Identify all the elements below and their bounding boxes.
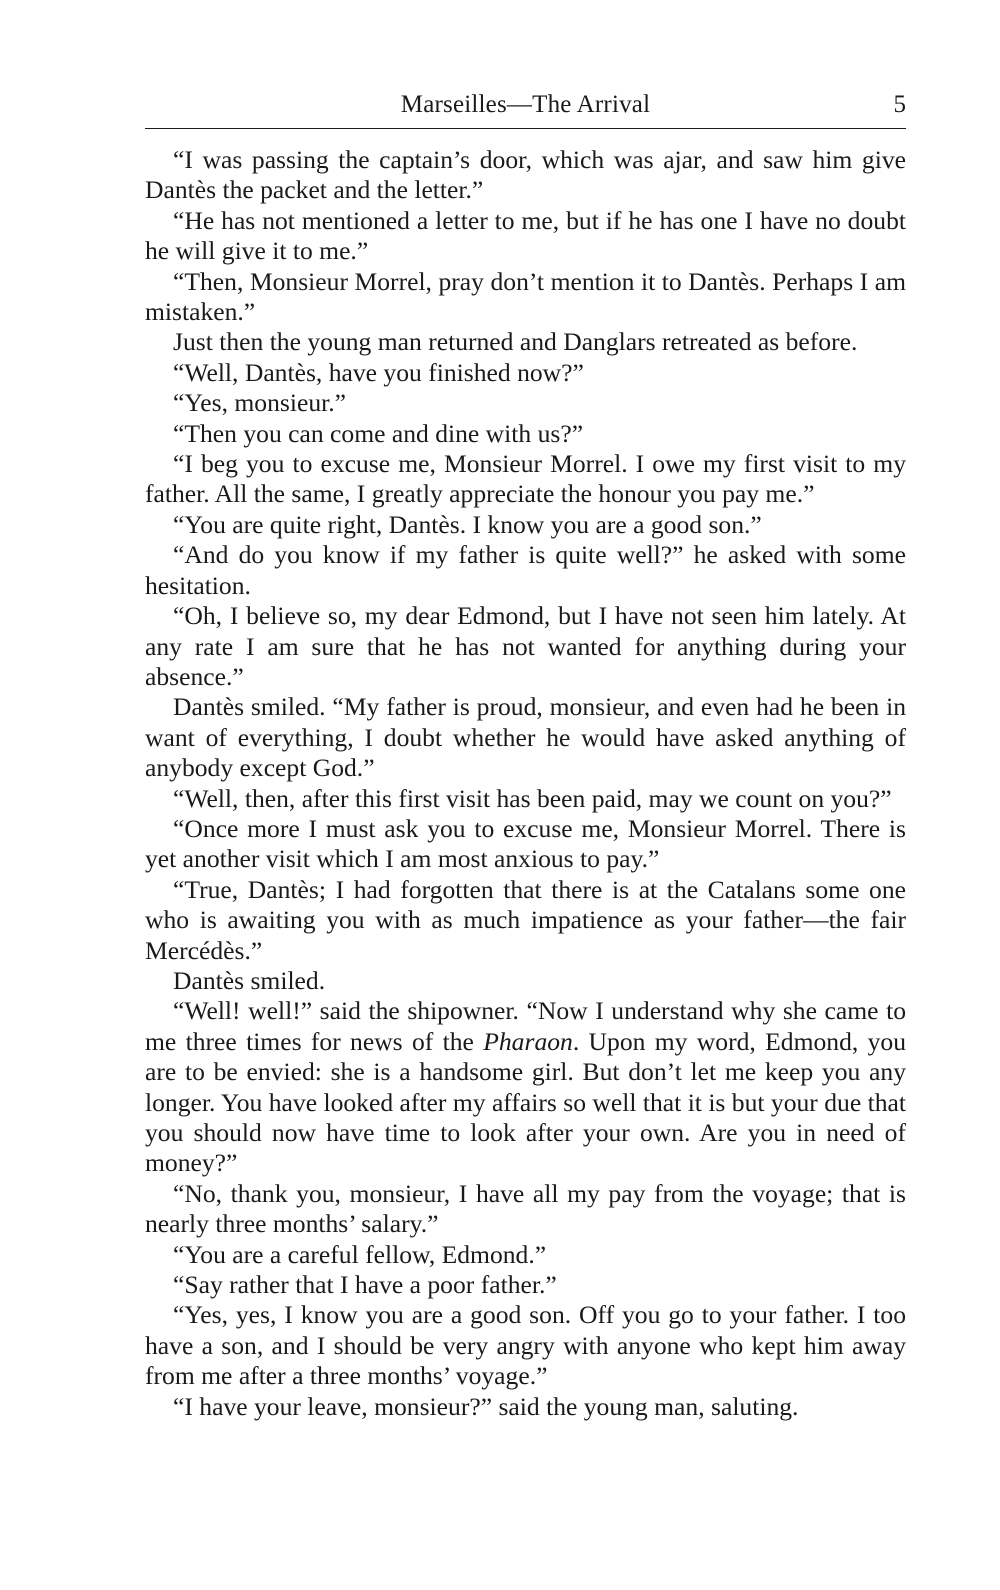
- paragraph: “Well, Dantès, have you finished now?”: [173, 357, 584, 387]
- paragraph: “You are a careful fellow, Edmond.”: [173, 1239, 547, 1269]
- paragraph: “Once more I must ask you to excuse me, Monsieur Morrel. There is yet another visit which I am most anxious to pay.”: [145, 813, 906, 874]
- running-head: [145, 88, 906, 129]
- paragraph: “Yes, yes, I know you are a good son. Off you go to your father. I too have a son, and I should be very angry with anyone who kept him away from me after a three months’ voyage.”: [145, 1300, 906, 1391]
- paragraph: “I have your leave, monsieur?” said the young man, saluting.: [173, 1391, 799, 1421]
- ship-name-italic: Pharaon: [483, 1026, 573, 1056]
- paragraph: “Oh, I believe so, my dear Edmond, but I have not seen him lately. At any rate I am sure that he has not wanted for anything during your absence.”: [145, 601, 906, 691]
- paragraph: “He has not mentioned a letter to me, but if he has one I have no doubt he will give it to me.”: [145, 205, 906, 266]
- paragraph-text: . Upon my word, Edmond, you are to be envied: she is a handsome girl. But don’t let me keep you any longer. You have looked after my affairs so well that it is but your due that you should now have time to look after your own. Are you in need of money?”: [145, 1026, 906, 1178]
- paragraph: [145, 996, 906, 1178]
- paragraph-text: “Well! well!” said the shipowner. “Now I understand why she came to me three times for news of the: [145, 996, 906, 1056]
- running-title: Marseilles—The Arrival: [400, 91, 651, 118]
- paragraph: “Then you can come and dine with us?”: [173, 418, 584, 448]
- paragraph: “Yes, monsieur.”: [173, 388, 346, 418]
- paragraph: Dantès smiled.: [173, 965, 326, 995]
- paragraph: “I was passing the captain’s door, which was ajar, and saw him give Dantès the packet and the letter.”: [145, 145, 906, 205]
- paragraph: “You are quite right, Dantès. I know you are a good son.”: [173, 509, 762, 539]
- paragraph: Dantès smiled. “My father is proud, monsieur, and even had he been in want of everything, I doubt whether he would have asked anything of anybody except God.”: [145, 692, 906, 783]
- paragraph: “Well, then, after this first visit has been paid, may we count on you?”: [173, 783, 892, 813]
- page-number: 5: [893, 91, 906, 118]
- paragraph: Just then the young man returned and Danglars retreated as before.: [173, 327, 858, 357]
- paragraph: “True, Dantès; I had forgotten that there is at the Catalans some one who is awaiting you with as much impatience as your father—the fair Mercédès.”: [145, 874, 906, 965]
- paragraph: “I beg you to excuse me, Monsieur Morrel. I owe my first visit to my father. All the same, I greatly appreciate the honour you pay me.”: [145, 449, 906, 509]
- paragraph: “Say rather that I have a poor father.”: [173, 1270, 557, 1300]
- paragraph: “No, thank you, monsieur, I have all my pay from the voyage; that is nearly three months’ salary.”: [145, 1178, 906, 1239]
- paragraph: “And do you know if my father is quite well?” he asked with some hesitation.: [145, 540, 906, 600]
- body-text: [145, 145, 906, 1422]
- paragraph: “Then, Monsieur Morrel, pray don’t mention it to Dantès. Perhaps I am mistaken.”: [145, 266, 906, 327]
